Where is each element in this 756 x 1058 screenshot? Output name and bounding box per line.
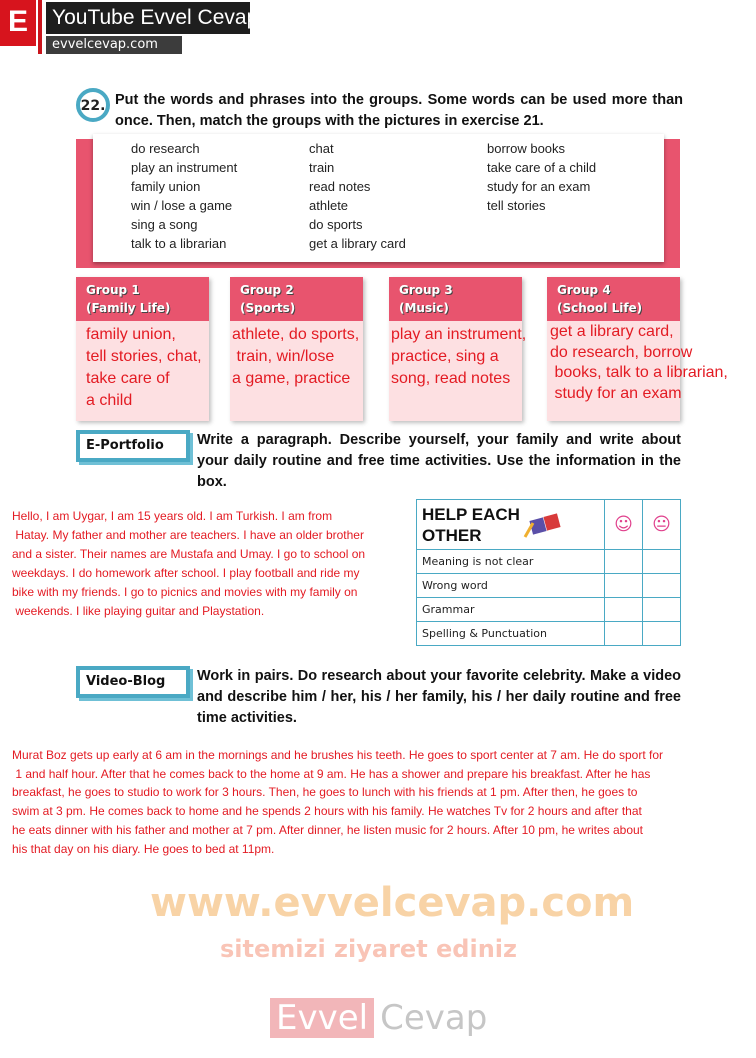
word-column-1	[131, 140, 237, 253]
word: do sports	[309, 216, 363, 232]
word: read notes	[309, 178, 371, 194]
group-subtitle: (Music)	[399, 301, 449, 315]
group-4-card	[547, 277, 728, 421]
word-column-3	[487, 140, 596, 216]
word: do research	[131, 141, 200, 156]
table-row	[417, 550, 681, 574]
group-answer: athlete, do sports, train, win/lose a game, practice	[232, 326, 360, 387]
checkbox-cell[interactable]	[643, 574, 681, 598]
group-title: Group 3	[399, 283, 453, 297]
word: chat	[309, 141, 334, 156]
group-answer: play an instrument, practice, sing a song, read notes	[391, 326, 527, 387]
word: sing a song	[131, 216, 198, 232]
checkbox-cell[interactable]	[605, 622, 643, 646]
table-row	[417, 574, 681, 598]
word: get a library card	[309, 235, 406, 251]
group-subtitle: (Family Life)	[86, 301, 171, 315]
word: talk to a librarian	[131, 235, 227, 251]
row-label: Spelling & Punctuation	[417, 622, 605, 646]
puzzle-icon	[523, 511, 563, 539]
group-title: Group 1	[86, 283, 140, 297]
row-label: Grammar	[417, 598, 605, 622]
word: study for an exam	[487, 178, 591, 194]
exercise-number: 22.	[76, 88, 110, 122]
group-subtitle: (Sports)	[240, 301, 296, 315]
checkbox-cell[interactable]	[643, 598, 681, 622]
portfolio-instruction: Write a paragraph. Describe yourself, your family and write about your daily routine and free time activities. Use the information in the box.	[197, 432, 681, 490]
group-subtitle: (School Life)	[557, 301, 643, 315]
checkbox-cell[interactable]	[605, 574, 643, 598]
word: tell stories	[487, 197, 546, 213]
neutral-face-icon: 😐	[643, 500, 681, 550]
site-link[interactable]: evvelcevap.com	[46, 36, 182, 54]
video-answer: Murat Boz gets up early at 6 am in the mornings and he brushes his teeth. He goes to sport center at 7 am. He do sport for 1 and half hour. After that he comes back to the home at 9 am. He has a shower and prepare his breakfast. After he has breakfast, he goes to studio to work for 3 hours. Then, he goes to lunch with his friends at 1 pm. After then, he goes to swim at 3 pm. He comes back to home and he spends 2 hours with his family. He watches Tv for 2 hours and after that he eats dinner with his father and mother at 7 pm. After dinner, he listen music for 2 hours. After 10 pm, he writes about his that day on his diary. He goes to bed at 11pm.	[12, 748, 664, 856]
row-label: Meaning is not clear	[417, 550, 605, 574]
group-2-card	[230, 277, 363, 421]
logo-bar	[38, 0, 42, 54]
word: train	[309, 159, 335, 175]
table-row	[417, 598, 681, 622]
watermark: www.evvelcevap.com	[150, 880, 635, 926]
logo-icon: E	[0, 0, 36, 46]
word: athlete	[309, 197, 349, 213]
portfolio-answer: Hello, I am Uygar, I am 15 years old. I am Turkish. I am from Hatay. My father and mother are teachers. I have an older brother and a sister. Their names are Mustafa and Umay. I go to school on weekdays. I do homework after school. I play football and ride my bike with my friends. I go to picnics and movies with my family on weekends. I like playing guitar and Playstation.	[12, 509, 366, 618]
word: take care of a child	[487, 159, 597, 175]
word: play an instrument	[131, 159, 238, 175]
group-answer: get a library card, do research, borrow books, talk to a librarian, study for an exam	[550, 323, 728, 402]
help-each-other-table	[416, 499, 681, 646]
checkbox-cell[interactable]	[605, 598, 643, 622]
group-answer: family union, tell stories, chat, take care of a child	[86, 326, 202, 409]
help-title-line1: HELP EACH	[422, 504, 520, 524]
group-1-card	[76, 277, 209, 421]
footer-logo	[270, 998, 487, 1038]
channel-title[interactable]: YouTube Evvel Cevap	[46, 2, 250, 34]
watermark-sub: sitemizi ziyaret ediniz	[220, 935, 517, 963]
word: borrow books	[487, 141, 566, 156]
e-portfolio-label: E-Portfolio	[76, 430, 190, 462]
footer-brand-b: Cevap	[380, 998, 488, 1038]
word-box	[93, 134, 664, 262]
checkbox-cell[interactable]	[605, 550, 643, 574]
checkbox-cell[interactable]	[643, 622, 681, 646]
word: win / lose a game	[131, 197, 233, 213]
checkbox-cell[interactable]	[643, 550, 681, 574]
group-title: Group 4	[557, 283, 611, 297]
help-title-line2: OTHER	[422, 525, 482, 545]
word-column-2	[309, 140, 406, 253]
video-instruction: Work in pairs. Do research about your favorite celebrity. Make a video and describe him / her, his / her family, his / her daily routine and free time activities.	[197, 668, 681, 726]
word: family union	[131, 178, 201, 194]
happy-face-icon: ☺	[605, 500, 643, 550]
group-3-card	[389, 277, 527, 421]
exercise-instruction: Put the words and phrases into the groups. Some words can be used more than once. Then, match the groups with the pictures in exercise 21.	[115, 92, 683, 129]
row-label: Wrong word	[417, 574, 605, 598]
video-blog-label: Video-Blog	[76, 666, 190, 698]
table-row	[417, 622, 681, 646]
footer-brand-a: Evvel	[270, 998, 374, 1038]
group-title: Group 2	[240, 283, 294, 297]
